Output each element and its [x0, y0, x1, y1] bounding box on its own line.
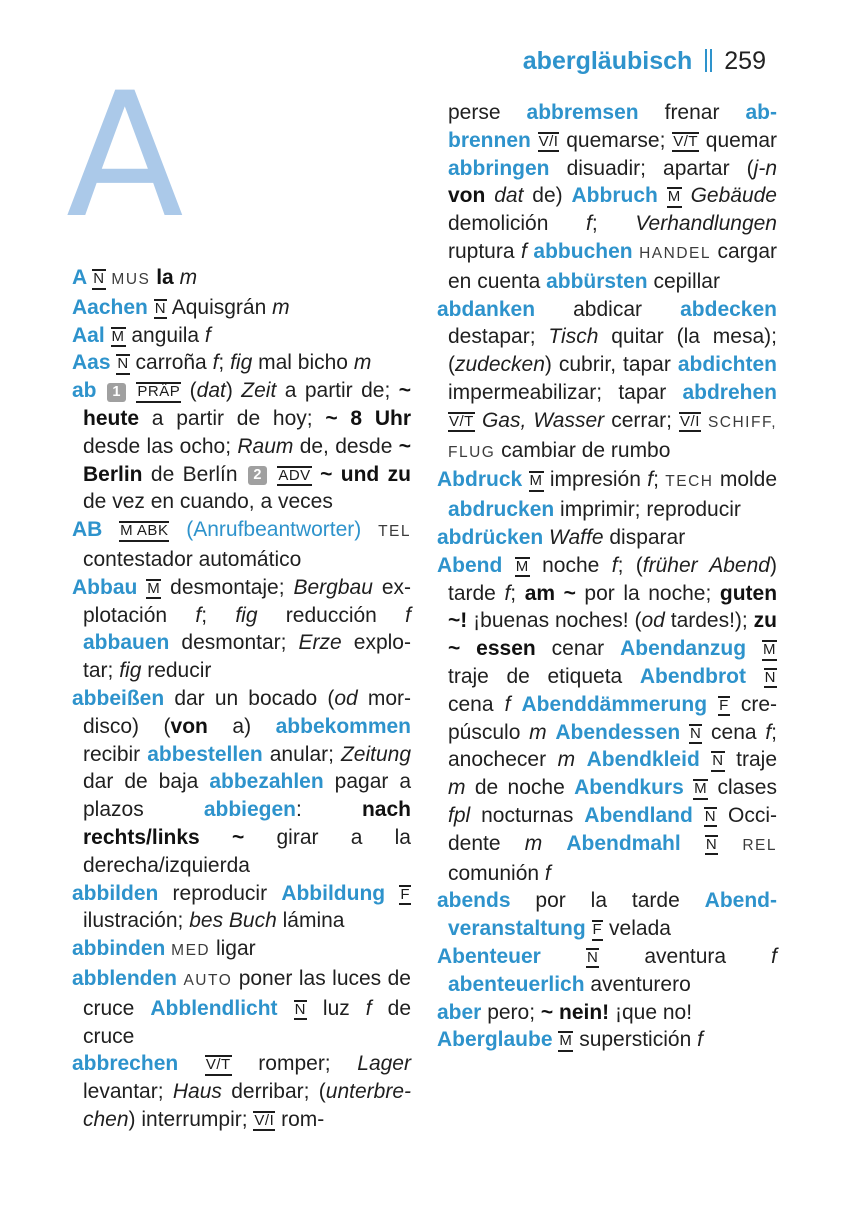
headword: Abenddämmerung — [521, 692, 719, 716]
text: reproducir — [158, 881, 282, 905]
headword: abbrennen — [448, 101, 777, 152]
text: velada — [603, 917, 671, 941]
dictionary-entry — [437, 99, 777, 296]
italic-text: f — [611, 553, 618, 577]
text: destapar; — [448, 325, 549, 349]
italic-text: j-n — [753, 156, 777, 180]
headword: abbinden — [72, 937, 172, 961]
headword: abbeißen — [72, 686, 165, 710]
text — [682, 184, 691, 207]
text — [718, 832, 742, 855]
text: explotación — [83, 575, 412, 627]
text — [312, 463, 320, 486]
headword: Aas — [72, 351, 117, 375]
headword: abbringen — [448, 156, 550, 180]
grammar-tag: M — [693, 779, 708, 800]
bold-text: am ~ — [524, 581, 576, 605]
text: ; — [218, 351, 231, 375]
text: cena — [702, 720, 766, 744]
italic-text: f — [212, 351, 219, 375]
grammar-tag: N — [116, 354, 129, 375]
text: ¡buenas noches! ( — [467, 609, 642, 633]
headword: Abdruck — [437, 468, 529, 492]
text: reducir — [141, 659, 212, 683]
dictionary-entry — [437, 552, 777, 888]
text: girar a la derecha/izquierda — [83, 825, 411, 877]
headword: aber — [437, 1000, 482, 1024]
text: ligar — [210, 937, 256, 961]
italic-text: od — [334, 686, 358, 710]
text: impresión — [543, 468, 648, 492]
text: tardes!); — [664, 609, 754, 633]
text — [542, 832, 566, 855]
text: ; — [201, 603, 236, 627]
headword: abdanken — [437, 297, 536, 321]
italic-text: Gebäude — [690, 184, 777, 208]
dictionary-entry — [437, 887, 777, 943]
text: poner las luces de cruce — [83, 966, 411, 1020]
bold-text: ~ heute — [83, 379, 411, 430]
text: desmontaje; — [161, 575, 294, 599]
dictionary-entry — [437, 296, 777, 467]
text: por la noche; — [575, 581, 720, 605]
headword: Abblendlicht — [150, 996, 294, 1020]
text: explotar; — [83, 631, 411, 683]
grammar-tag: M — [762, 640, 777, 661]
headword: Aal — [72, 323, 111, 347]
dictionary-entry — [72, 377, 411, 516]
text: disparar — [603, 525, 686, 549]
dictionary-entry — [72, 322, 411, 350]
text: traje de etiqueta — [448, 664, 640, 688]
text: molde — [713, 468, 778, 492]
italic-text: f — [647, 468, 654, 492]
dictionary-entry — [72, 935, 411, 965]
headword: abdecken — [680, 297, 777, 321]
text: reducción — [257, 603, 406, 627]
subject-label: AUTO — [183, 971, 233, 989]
italic-text: dat — [196, 379, 226, 403]
italic-text: Verhandlungen — [635, 212, 777, 236]
dictionary-entry — [437, 999, 777, 1027]
text: dar de baja — [83, 770, 210, 794]
text: ) tarde — [448, 553, 777, 605]
bold-text: von — [448, 184, 486, 208]
italic-text: fig — [235, 603, 258, 627]
italic-text: m — [524, 831, 543, 855]
text: aventura — [599, 944, 772, 968]
subject-label: TEL — [378, 523, 411, 541]
text: ; — [591, 212, 636, 236]
text — [575, 748, 587, 771]
headword: Abendkleid — [586, 748, 712, 772]
italic-text: m — [179, 266, 198, 289]
subject-label: TECH — [665, 473, 714, 491]
grammar-tag: F — [592, 920, 604, 941]
headword: AB — [72, 518, 120, 542]
text: pagar a plazos — [83, 770, 412, 822]
dictionary-entry — [72, 1050, 411, 1133]
grammar-tag: V/I — [679, 412, 701, 433]
grammar-tag: PRÄP — [136, 382, 181, 403]
headword: abdrucken — [448, 498, 555, 522]
separator-bars-icon — [705, 49, 712, 72]
text: de, desde — [293, 434, 399, 458]
italic-text: früher Abend — [642, 553, 770, 577]
italic-text: Haus — [172, 1080, 222, 1104]
text: desde las ocho; — [83, 434, 238, 458]
text: ; — [653, 468, 666, 492]
page-number: 259 — [724, 47, 766, 75]
text: luz — [306, 996, 366, 1020]
text: dar un bocado ( — [164, 686, 335, 710]
dictionary-entry — [437, 466, 777, 524]
headword: Abendanzug — [620, 637, 762, 661]
guide-word: abergläubisch — [522, 47, 693, 75]
dictionary-entry — [72, 880, 411, 936]
italic-text: Lager — [357, 1052, 411, 1076]
grammar-tag: N — [586, 948, 599, 969]
headword: abbiegen — [203, 798, 297, 822]
italic-text: f — [544, 861, 551, 885]
headword: Abendland — [584, 803, 704, 827]
text — [169, 518, 186, 541]
grammar-tag: V/T — [205, 1055, 232, 1076]
text: impermeabilizar; tapar — [448, 380, 683, 404]
bold-text: von — [170, 714, 208, 738]
text — [128, 379, 136, 402]
text: contestador automático — [83, 547, 302, 571]
text: mordisco) ( — [83, 686, 412, 738]
grammar-tag: ADV — [277, 466, 311, 487]
italic-text: Erze — [298, 631, 342, 655]
headword: Abbruch — [571, 184, 667, 208]
italic-text: f — [504, 692, 511, 716]
bold-text: zu ~ essen — [448, 609, 777, 661]
text — [701, 409, 708, 432]
text: a partir de hoy; — [139, 406, 326, 430]
italic-text: dat — [494, 184, 524, 208]
italic-text: m — [529, 720, 547, 744]
italic-text: f — [204, 323, 211, 347]
left-column — [72, 264, 411, 1134]
text: ; anochecer — [448, 720, 777, 772]
sense-number-badge: 1 — [107, 383, 126, 402]
bold-text: ~ und zu — [320, 462, 411, 486]
italic-text: f — [195, 603, 202, 627]
text: anular; — [262, 742, 341, 766]
dictionary-entry — [72, 294, 411, 322]
text — [510, 693, 521, 716]
headword: Abendveranstaltung — [448, 889, 777, 941]
headword: Abendmahl — [566, 831, 705, 855]
text: levantar; — [83, 1080, 173, 1104]
text: ilustración; — [83, 909, 190, 933]
italic-text: f — [765, 720, 772, 744]
text: ) — [225, 379, 242, 403]
italic-text: f — [586, 212, 592, 236]
headword: abbezahlen — [209, 770, 324, 794]
italic-text: Zeitung — [340, 742, 411, 766]
text: mal bicho — [252, 351, 354, 375]
grammar-tag: N — [705, 835, 718, 856]
subject-label: REL — [742, 836, 777, 854]
headword: abbrechen — [72, 1052, 205, 1076]
dictionary-entry — [72, 264, 411, 294]
grammar-tag: V/I — [538, 132, 560, 153]
grammar-tag: N — [689, 724, 702, 745]
expansion-text: (Anrufbeantworter) — [186, 518, 362, 542]
italic-text: fpl — [448, 803, 471, 827]
italic-text: Raum — [237, 434, 294, 458]
text — [361, 518, 378, 541]
dictionary-entry — [437, 524, 777, 552]
page-header — [523, 47, 766, 76]
headword: abdrücken — [437, 525, 544, 549]
italic-text: Tisch — [548, 325, 599, 349]
grammar-tag: F — [399, 885, 411, 906]
italic-text: f — [365, 996, 372, 1020]
text: quemarse; — [559, 128, 673, 152]
text: abdicar — [535, 297, 681, 321]
bold-text: ~ nein! — [540, 1000, 610, 1024]
text: cenar — [535, 637, 621, 661]
headword: abbekommen — [275, 714, 411, 738]
grammar-tag: N — [154, 299, 167, 320]
dictionary-entry — [72, 349, 411, 377]
headword: abdrehen — [682, 380, 777, 404]
bold-text: la — [156, 266, 174, 289]
text: superstición — [573, 1028, 698, 1052]
headword: Abenteuer — [437, 944, 586, 968]
text: pero; — [481, 1000, 541, 1024]
text: : — [296, 798, 362, 822]
text: ; ( — [617, 553, 643, 577]
grammar-tag: V/T — [448, 412, 475, 433]
text: quemar — [699, 128, 777, 152]
subject-label: MUS — [111, 271, 151, 288]
headword: abbilden — [72, 881, 159, 905]
italic-text: f — [697, 1028, 703, 1052]
text: de vez en cuando, a veces — [83, 490, 333, 514]
text: a) — [207, 714, 276, 738]
text: a partir de; — [276, 379, 399, 403]
bold-text: guten ~! — [448, 581, 778, 633]
headword: ab — [72, 379, 105, 403]
italic-text: m — [557, 748, 576, 772]
text: ¡que no! — [609, 1000, 693, 1024]
headword: abenteuerlich — [448, 972, 585, 996]
dictionary-entry — [72, 574, 411, 685]
headword: Aachen — [72, 295, 154, 319]
grammar-tag: M ABK — [119, 521, 169, 542]
italic-text: f — [771, 944, 777, 968]
grammar-tag: M — [558, 1031, 573, 1052]
text: Aquisgrán — [167, 295, 273, 319]
text: cerrar; — [604, 408, 680, 432]
text: por la tarde — [510, 889, 705, 913]
italic-text: bes Buch — [189, 909, 277, 933]
grammar-tag: F — [718, 696, 730, 717]
text: de Berlín — [142, 462, 246, 486]
dictionary-entry — [437, 1026, 777, 1054]
text: lámina — [276, 909, 345, 933]
text: aventurero — [584, 972, 691, 996]
grammar-tag: N — [294, 1000, 307, 1021]
italic-text: fig — [230, 351, 253, 375]
text: imprimir; reproducir — [554, 498, 741, 522]
text: cepillar — [647, 269, 720, 293]
italic-text: m — [448, 776, 466, 800]
text: quitar (la mesa); ( — [448, 325, 777, 377]
subject-label: SCHIFF, FLUG — [448, 413, 778, 461]
italic-text: m — [272, 295, 290, 319]
text: clases — [708, 776, 777, 800]
text: ( — [181, 379, 197, 403]
sense-number-badge: 2 — [248, 466, 267, 485]
subject-label: HANDEL — [639, 244, 711, 262]
headword: abdichten — [677, 353, 777, 377]
text: crepúsculo — [448, 692, 777, 744]
headword: abbürsten — [546, 269, 648, 293]
subject-label: MED — [171, 942, 211, 960]
italic-text: m — [353, 351, 372, 375]
headword: abblenden — [72, 966, 184, 990]
italic-text: unterbrechen — [83, 1080, 411, 1131]
text: cena — [448, 692, 505, 716]
headword: Aberglaube — [437, 1028, 559, 1052]
text: Occidente — [448, 803, 777, 855]
grammar-tag: M — [667, 187, 682, 208]
italic-text: Waffe — [549, 525, 604, 549]
grammar-tag: N — [92, 269, 105, 290]
grammar-tag: N — [764, 668, 777, 689]
bold-text: ~ Berlin — [83, 434, 411, 486]
bold-text: ~ 8 Uhr — [325, 406, 411, 430]
text: perse — [448, 101, 527, 124]
text — [269, 463, 277, 486]
right-column — [437, 99, 777, 1054]
text: ) interrumpir; — [128, 1107, 254, 1131]
text: de cruce — [83, 996, 412, 1048]
headword: abbuchen — [533, 239, 640, 263]
italic-text: f — [405, 603, 411, 627]
text: ) cubrir, tapar — [544, 353, 678, 377]
text: de) — [523, 184, 572, 208]
grammar-tag: V/I — [253, 1111, 275, 1132]
text: disuadir; apartar ( — [549, 156, 754, 180]
italic-text: zudecken — [455, 353, 545, 377]
text: cambiar de rumbo — [495, 438, 671, 462]
text: frenar — [638, 101, 746, 124]
headword: abbauen — [83, 631, 170, 655]
italic-text: f — [504, 581, 511, 605]
headword: Abbildung — [281, 881, 400, 905]
italic-text: Gas, Wasser — [481, 408, 605, 432]
headword: abbremsen — [526, 101, 639, 124]
headword: A — [72, 266, 93, 289]
headword: Abend — [437, 553, 515, 577]
grammar-tag: M — [515, 557, 530, 578]
grammar-tag: M — [146, 579, 161, 600]
section-letter: A — [66, 55, 184, 256]
text: demolición — [448, 212, 587, 236]
headword: abbestellen — [147, 742, 263, 766]
text: romper; — [231, 1052, 358, 1076]
grammar-tag: N — [711, 751, 724, 772]
text: ; — [510, 581, 525, 605]
text: derribar; ( — [221, 1080, 326, 1104]
headword: Abendbrot — [639, 664, 764, 688]
text: rom- — [275, 1107, 325, 1131]
text: recibir — [83, 742, 148, 766]
italic-text: Zeit — [241, 379, 277, 403]
grammar-tag: M — [111, 327, 126, 348]
text: noche — [529, 553, 612, 577]
text: de noche — [465, 776, 575, 800]
italic-text: od — [641, 609, 665, 633]
headword: Abbau — [72, 575, 147, 599]
text: carroña — [129, 351, 213, 375]
bold-text: nach rechts/links ~ — [83, 798, 411, 849]
headword: abends — [437, 889, 511, 913]
text — [485, 184, 494, 207]
text: cargar en cuenta — [448, 239, 778, 293]
text: anguila — [125, 323, 205, 347]
dictionary-entry — [72, 965, 411, 1050]
headword: Abendessen — [555, 720, 689, 744]
text: traje — [724, 748, 777, 772]
text — [475, 409, 482, 432]
grammar-tag: V/T — [672, 132, 699, 153]
text: comunión — [448, 861, 545, 885]
italic-text: fig — [119, 659, 142, 683]
dictionary-entry — [72, 516, 411, 574]
italic-text: f — [521, 239, 527, 263]
text: nocturnas — [470, 803, 585, 827]
text: desmontar; — [169, 631, 299, 655]
headword: Abendkurs — [574, 776, 694, 800]
grammar-tag: M — [529, 471, 544, 492]
italic-text: Bergbau — [293, 575, 373, 599]
grammar-tag: N — [704, 807, 717, 828]
dictionary-entry — [437, 943, 777, 999]
dictionary-entry — [72, 685, 411, 880]
text: ruptura — [448, 239, 522, 263]
